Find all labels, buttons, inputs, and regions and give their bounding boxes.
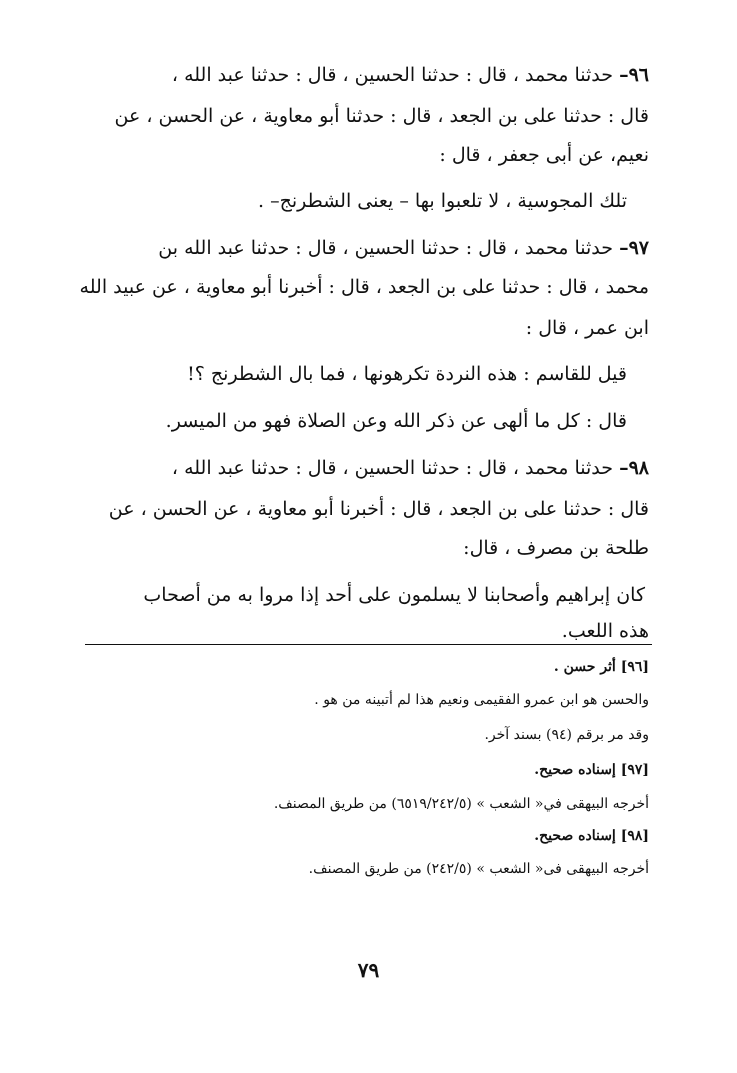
hadith-97-line-2: محمد ، قال : حدثنا على بن الجعد ، قال : أخبرنا أبو معاوية ، عن عبيد الله (79, 276, 649, 298)
footnote-96-heading: [٩٦] أثر حسن . (553, 659, 649, 675)
footnote-97-heading: [٩٧] إسناده صحيح. (534, 762, 649, 778)
hadith-98-line-3: طلحة بن مصرف ، قال: (463, 537, 649, 559)
footnote-98-line-1: أخرجه البيهقى فى« الشعب » (٢٤٢/٥) من طريق المصنف. (308, 861, 649, 877)
page-number: ٧٩ (357, 958, 380, 982)
footnote-96-line-1: والحسن هو ابن عمرو الفقيمى ونعيم هذا لم أتبينه من هو . (314, 692, 649, 708)
hadith-98-line-2: قال : حدثنا على بن الجعد ، قال : أخبرنا أبو معاوية ، عن الحسن ، عن (108, 498, 649, 520)
hadith-96-number: ٩٦– (619, 64, 649, 86)
footnote-98-heading: [٩٨] إسناده صحيح. (534, 828, 649, 844)
hadith-96-chain-1: حدثنا محمد ، قال : حدثنا الحسين ، قال : حدثنا عبد الله ، (171, 64, 614, 86)
hadith-97-line-1 (158, 233, 649, 263)
hadith-97-text-2: قال : كل ما ألهى عن ذكر الله وعن الصلاة فهو من الميسر. (165, 410, 627, 432)
footnote-97-line-1: أخرجه البيهقى في« الشعب » (٦٥١٩/٢٤٢/٥) من طريق المصنف. (273, 796, 649, 812)
hadith-96-text: تلك المجوسية ، لا تلعبوا بها – يعنى الشطرنج– . (258, 190, 627, 212)
hadith-97-line-3: ابن عمر ، قال : (525, 317, 649, 339)
footnote-96-line-2: وقد مر برقم (٩٤) بسند آخر. (484, 727, 649, 743)
hadith-98-text-1: كان إبراهيم وأصحابنا لا يسلمون على أحد إذا مروا به من أصحاب (143, 584, 645, 606)
footnote-separator (85, 644, 652, 645)
hadith-96-line-1 (172, 60, 649, 90)
hadith-98-number: ٩٨– (619, 457, 649, 479)
hadith-98-text-2: هذه اللعب. (561, 620, 649, 642)
hadith-97-text-1: قيل للقاسم : هذه النردة تكرهونها ، فما بال الشطرنج ؟! (187, 363, 627, 385)
hadith-96-line-3: نعيم، عن أبى جعفر ، قال : (439, 144, 649, 166)
hadith-96-line-2: قال : حدثنا على بن الجعد ، قال : حدثنا أبو معاوية ، عن الحسن ، عن (114, 105, 649, 127)
hadith-97-chain-1: حدثنا محمد ، قال : حدثنا الحسين ، قال : حدثنا عبد الله بن (158, 237, 614, 259)
hadith-98-line-1 (172, 453, 649, 483)
hadith-98-chain-1: حدثنا محمد ، قال : حدثنا الحسين ، قال : حدثنا عبد الله ، (171, 457, 614, 479)
hadith-97-number: ٩٧– (619, 237, 649, 259)
